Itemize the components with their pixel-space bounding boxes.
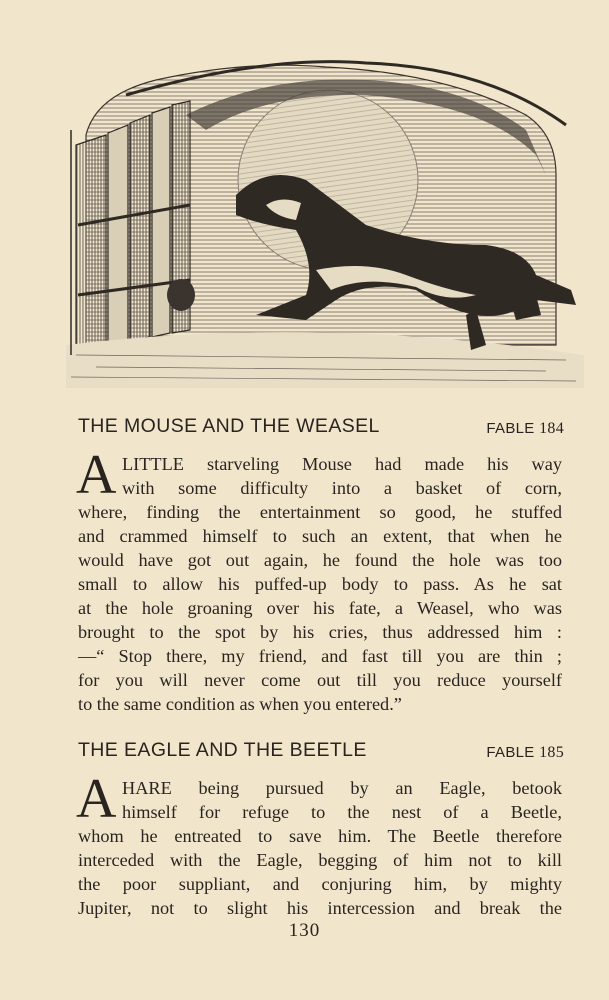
text-line: would have got out again, he found the hole was too	[78, 550, 562, 570]
text-line: whom he entreated to save him. The Beetle therefore	[78, 826, 562, 846]
text-line: Jupiter, not to slight his intercession and break the	[78, 898, 562, 918]
text-line: HARE being pursued by an Eagle, betook	[122, 778, 562, 798]
weasel-mouse-engraving	[66, 55, 584, 388]
text-line: at the hole groaning over his fate, a Weasel, who was	[78, 598, 562, 618]
drop-cap: A	[76, 444, 117, 506]
fable-number-label: FABLE 184	[486, 420, 564, 437]
text-line: interceded with the Eagle, begging of him not to kill	[78, 850, 562, 870]
fable-title: THE MOUSE AND THE WEASEL	[78, 415, 380, 437]
fable-heading	[78, 738, 564, 766]
text-line: for you will never come out till you reduce yourself	[78, 670, 562, 690]
text-line: to the same condition as when you entered.”	[78, 694, 402, 714]
text-line: small to allow his puffed-up body to pass. As he sat	[78, 574, 562, 594]
text-line: brought to the spot by his cries, thus addressed him :	[78, 622, 562, 642]
text-line: with some difficulty into a basket of corn,	[122, 478, 562, 498]
drop-cap: A	[76, 768, 117, 830]
text-line: LITTLE starveling Mouse had made his way	[122, 454, 562, 474]
text-line: —“ Stop there, my friend, and fast till you are thin ;	[78, 646, 562, 666]
text-line: himself for refuge to the nest of a Beetle,	[122, 802, 562, 822]
text-line: the poor suppliant, and conjuring him, by mighty	[78, 874, 562, 894]
text-line: and crammed himself to such an extent, that when he	[78, 526, 562, 546]
fable-number-label: FABLE 185	[486, 744, 564, 761]
text-line: where, finding the entertainment so good, he stuffed	[78, 502, 562, 522]
page-number: 130	[288, 920, 321, 941]
fable-heading	[78, 414, 564, 442]
fable-title: THE EAGLE AND THE BEETLE	[78, 739, 367, 761]
